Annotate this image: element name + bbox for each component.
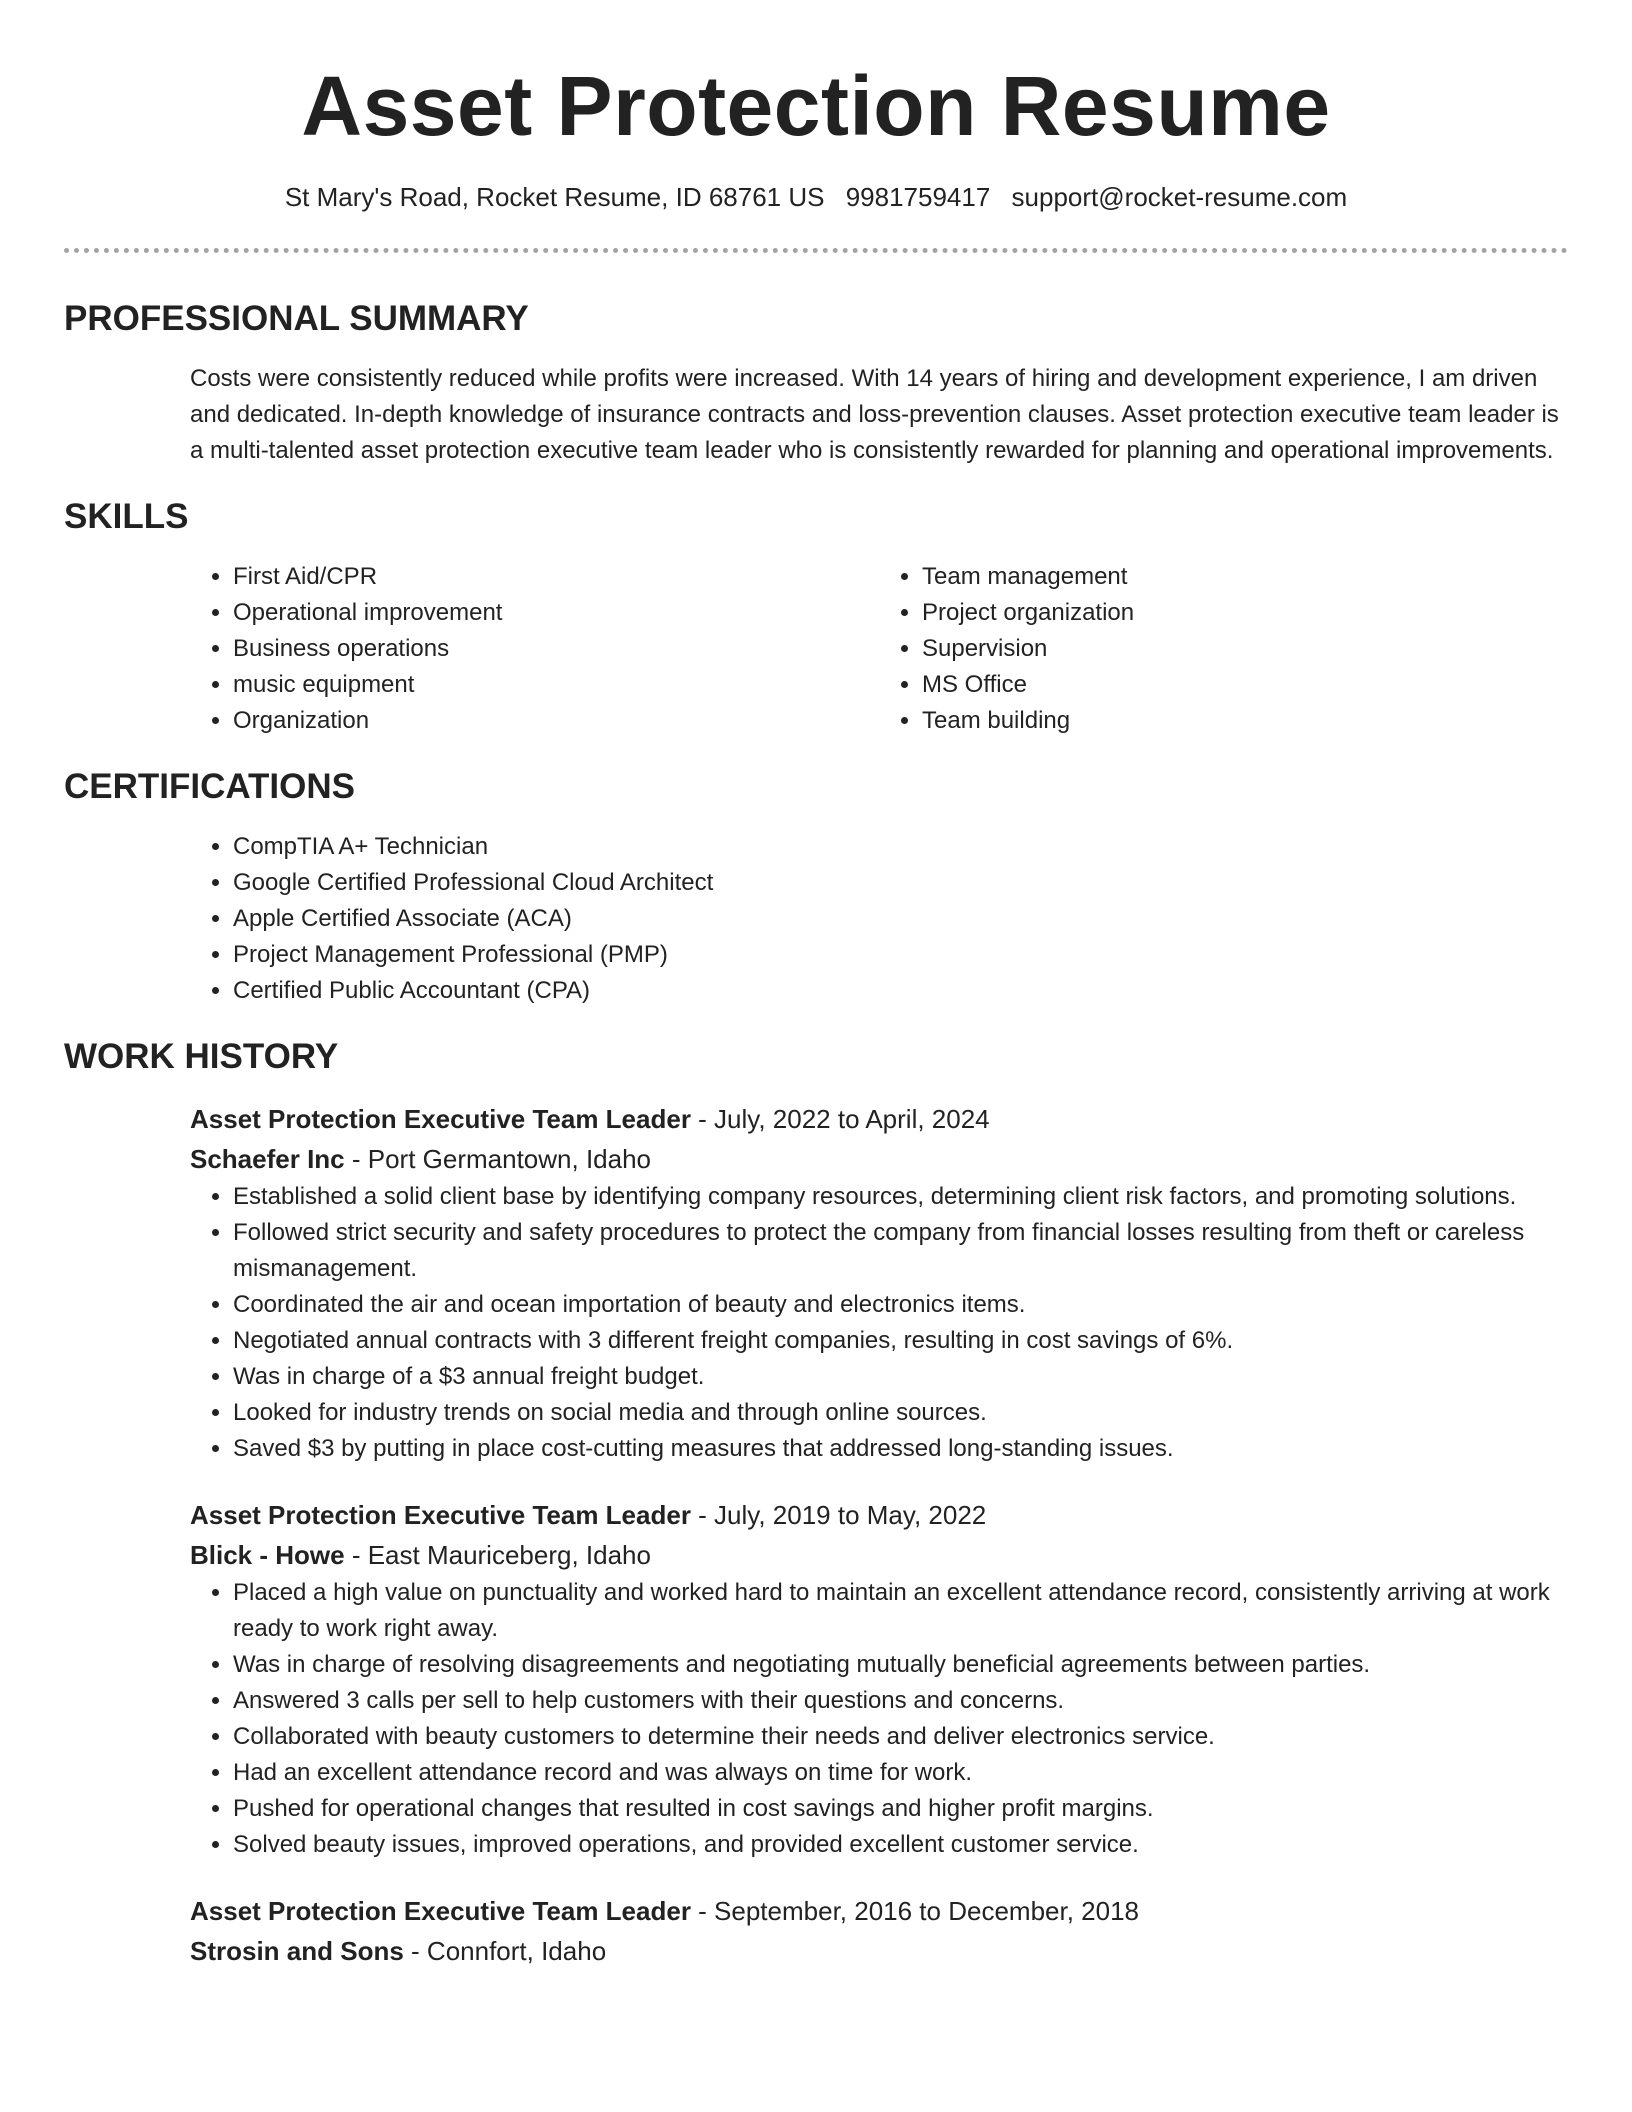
job-company-line — [190, 1535, 1568, 1575]
resume-title: Asset Protection Resume — [301, 59, 1331, 153]
skill-item: • Business operations — [233, 631, 879, 667]
job-title: Asset Protection Executive Team Leader — [190, 1896, 691, 1926]
job-bullet: • Was in charge of a $3 annual freight budget. — [233, 1359, 1568, 1395]
job-location: - East Mauriceberg, Idaho — [344, 1540, 651, 1570]
job-bullet: • Coordinated the air and ocean importation of beauty and electronics items. — [233, 1287, 1568, 1323]
job-dates: - September, 2016 to December, 2018 — [690, 1896, 1139, 1926]
skill-item: • Team building — [922, 703, 1568, 739]
job-location: - Connfort, Idaho — [403, 1936, 607, 1966]
skill-item: • First Aid/CPR — [233, 559, 879, 595]
header-divider — [64, 248, 1568, 253]
job-company-line — [190, 1139, 1568, 1179]
skill-item: • MS Office — [922, 667, 1568, 703]
summary-heading: PROFESSIONAL SUMMARY — [64, 299, 529, 338]
skill-item: • Organization — [233, 703, 879, 739]
job-title: Asset Protection Executive Team Leader — [190, 1500, 691, 1530]
certification-item: • Certified Public Accountant (CPA) — [233, 973, 1568, 1009]
job-title-line — [190, 1099, 1568, 1139]
skills-heading: SKILLS — [64, 497, 189, 536]
skill-item: • Project organization — [922, 595, 1568, 631]
skill-item: • Team management — [922, 559, 1568, 595]
job-bullet: • Saved $3 by putting in place cost-cutting measures that addressed long-standing issues. — [233, 1431, 1568, 1467]
contact-email: support@rocket-resume.com — [1011, 182, 1348, 212]
job-entry — [190, 1099, 1568, 1467]
job-dates: - July, 2022 to April, 2024 — [690, 1104, 990, 1134]
job-bullet: • Collaborated with beauty customers to determine their needs and deliver electronics service. — [233, 1719, 1568, 1755]
contact-address: St Mary's Road, Rocket Resume, ID 68761 US — [284, 182, 825, 212]
certification-item: • CompTIA A+ Technician — [233, 829, 1568, 865]
job-bullet: • Solved beauty issues, improved operations, and provided excellent customer service. — [233, 1827, 1568, 1863]
job-bullet: • Answered 3 calls per sell to help customers with their questions and concerns. — [233, 1683, 1568, 1719]
job-bullet: • Had an excellent attendance record and was always on time for work. — [233, 1755, 1568, 1791]
job-title-line — [190, 1495, 1568, 1535]
certifications-heading: CERTIFICATIONS — [64, 767, 356, 806]
skills-column-right — [879, 559, 1568, 739]
work-history-heading: WORK HISTORY — [64, 1037, 339, 1076]
job-title-line — [190, 1891, 1568, 1931]
job-company: Strosin and Sons — [190, 1936, 404, 1966]
skill-item: • Supervision — [922, 631, 1568, 667]
resume-page — [64, 0, 1568, 1971]
job-bullet: • Placed a high value on punctuality and worked hard to maintain an excellent attendance record, consistently arriving at work ready to work right away. — [233, 1575, 1568, 1647]
certification-item: • Project Management Professional (PMP) — [233, 937, 1568, 973]
job-title: Asset Protection Executive Team Leader — [190, 1104, 691, 1134]
contact-line — [64, 180, 1568, 214]
job-bullet: • Was in charge of resolving disagreements and negotiating mutually beneficial agreements between parties. — [233, 1647, 1568, 1683]
certification-item: • Google Certified Professional Cloud Architect — [233, 865, 1568, 901]
certifications-list — [190, 829, 1568, 1009]
certification-item: • Apple Certified Associate (ACA) — [233, 901, 1568, 937]
job-company-line — [190, 1931, 1568, 1971]
job-location: - Port Germantown, Idaho — [344, 1144, 652, 1174]
job-company: Schaefer Inc — [190, 1144, 345, 1174]
skill-item: • music equipment — [233, 667, 879, 703]
job-entry — [190, 1891, 1568, 1971]
job-bullet: • Pushed for operational changes that resulted in cost savings and higher profit margins. — [233, 1791, 1568, 1827]
job-company: Blick - Howe — [190, 1540, 345, 1570]
job-bullets — [190, 1179, 1568, 1467]
job-bullet: • Looked for industry trends on social media and through online sources. — [233, 1395, 1568, 1431]
job-bullets — [190, 1575, 1568, 1863]
skills-list — [190, 559, 1568, 739]
summary-text: Costs were consistently reduced while profits were increased. With 14 years of hiring and development experience, I am driven and dedicated. In-depth knowledge of insurance contracts and loss-prevention clauses. Asset protection executive team leader is a multi-talented asset protection executive team leader who is consistently rewarded for planning and operational improvements. — [190, 365, 1559, 464]
contact-phone: 9981759417 — [845, 182, 991, 212]
job-bullet: • Followed strict security and safety procedures to protect the company from financial losses resulting from theft or careless mismanagement. — [233, 1215, 1568, 1287]
job-dates: - July, 2019 to May, 2022 — [690, 1500, 987, 1530]
job-bullet: • Established a solid client base by identifying company resources, determining client risk factors, and promoting solutions. — [233, 1179, 1568, 1215]
job-entry — [190, 1495, 1568, 1863]
skill-item: • Operational improvement — [233, 595, 879, 631]
job-bullet: • Negotiated annual contracts with 3 different freight companies, resulting in cost savings of 6%. — [233, 1323, 1568, 1359]
skills-column-left — [190, 559, 879, 739]
